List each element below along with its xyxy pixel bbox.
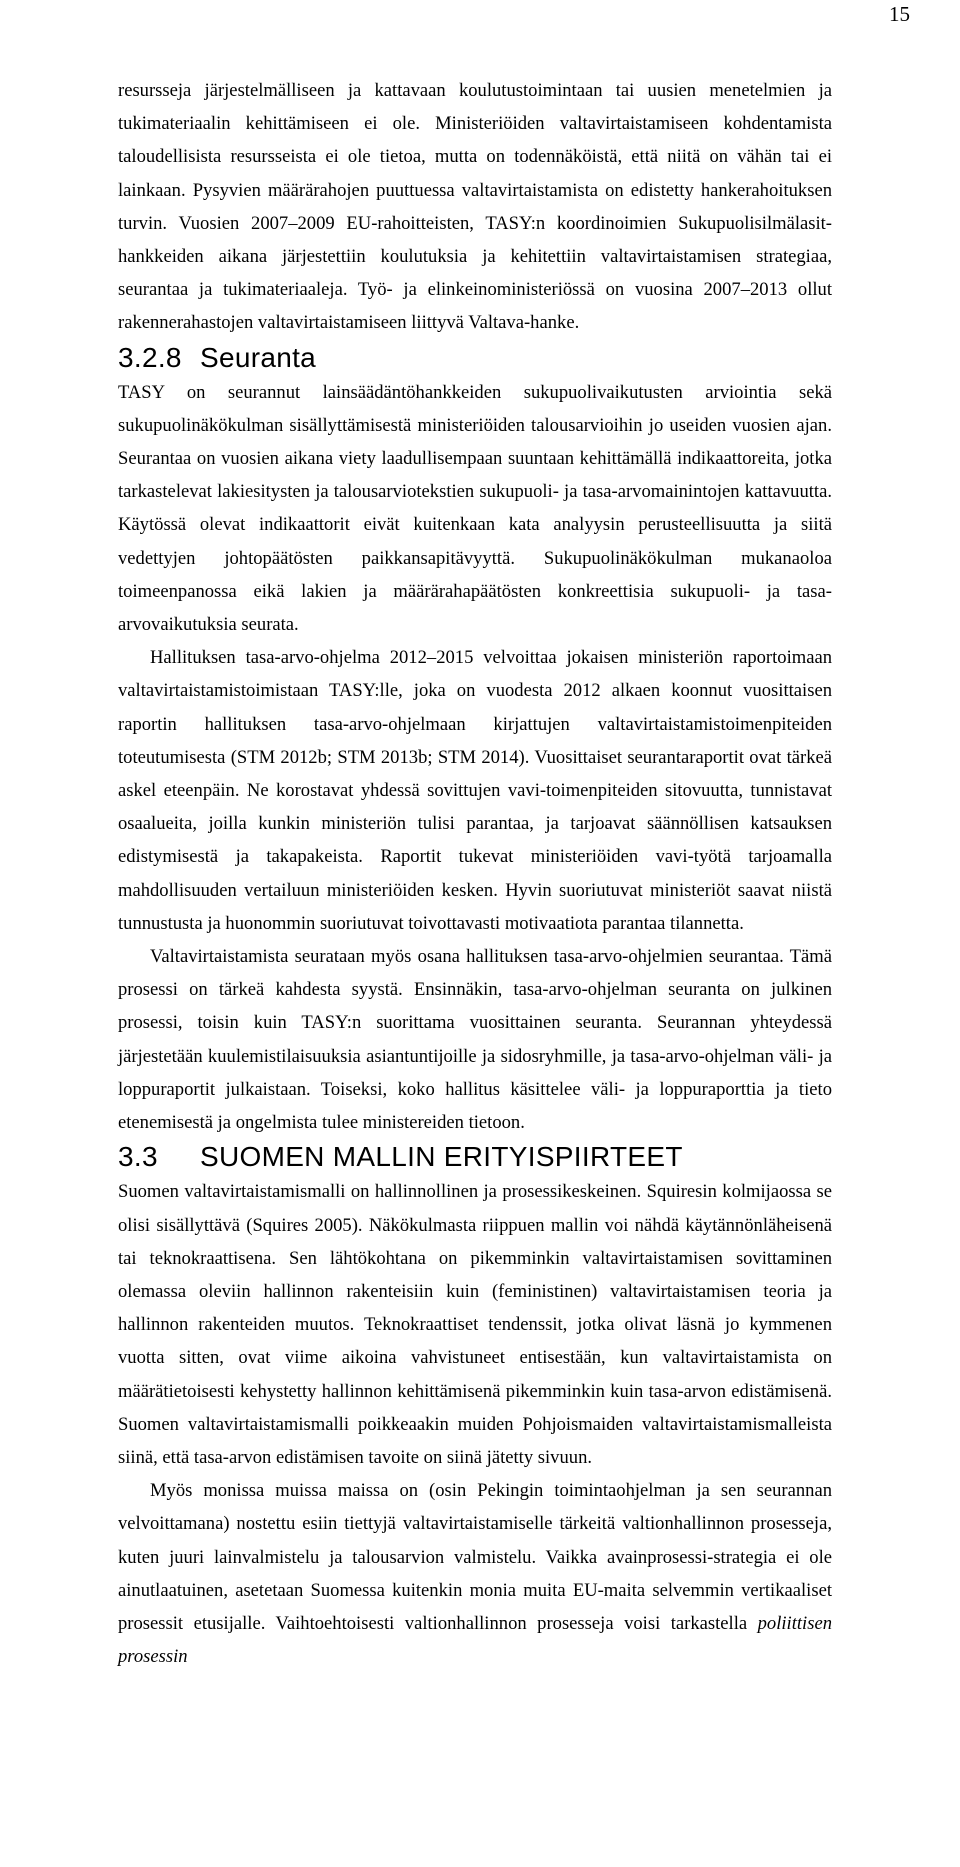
paragraph-last [118, 1474, 832, 1673]
section-number: 3.3 [118, 1141, 158, 1173]
section-number: 3.2.8 [118, 341, 182, 373]
paragraph: TASY on seurannut lainsäädäntöhankkeiden sukupuolivaikutusten arviointia sekä sukupuolinäkökulman sisällyttämisestä ministeriöiden talousarvioihin jo useiden vuosien ajan. Seurantaa on vuosien aikana viety laadullisempaan suuntaan kehittämällä indikaattoreita, jotka tarkastelevat lakiesitysten ja talousarviotekstien sukupuoli- ja tasa-arvomainintojen kattavuutta. Käytössä olevat indikaattorit eivät kuitenkaan kata analyysin perusteellisuutta ja siitä vedettyjen johtopäätösten paikkansapitävyyttä. Sukupuolinäkökulman mukanaoloa toimeenpanossa eikä lakien ja määrärahapäätösten konkreettisia sukupuoli- ja tasa-arvovaikutuksia seurata. [118, 381, 832, 636]
section-heading-3-3 [118, 1139, 832, 1175]
italic-text: poliittisen prosessin [118, 1612, 832, 1668]
page-body [118, 74, 832, 1673]
section-heading-3-2-8 [118, 340, 832, 376]
section-title: SUOMEN MALLIN ERITYISPIIRTEET [200, 1141, 683, 1173]
paragraph-text: Myös monissa muissa maissa on (osin Pekingin toimintaohjelman ja sen seurannan velvoittamana) nostettu esiin tiettyjä valtavirtaistamiselle tärkeitä valtionhallinnon prosesseja, kuten juuri lainvalmistelu ja talousarvion valmistelu. Vaikka avainprosessi-strategia ei ole ainutlaatuinen, asetetaan Suomessa kuitenkin monia muita EU-maita selvemmin vertikaaliset prosessit etusijalle. Vaihtoehtoisesti valtionhallinnon prosesseja voisi tarkastella [118, 1480, 832, 1634]
paragraph: resursseja järjestelmälliseen ja kattavaan koulutustoimintaan tai uusien menetelmien ja tukimateriaalin kehittämiseen ei ole. Ministeriöiden valtavirtaistamiseen kohdentamista taloudellisista resursseista ei ole tietoa, mutta on todennäköistä, että niitä on vähän tai ei lainkaan. Pysyvien määrärahojen puuttuessa valtavirtaistamista on edistetty hankerahoituksen turvin. Vuosien 2007–2009 EU-rahoitteisten, TASY:n koordinoimien Sukupuolisilmälasit-hankkeiden aikana järjestettiin koulutuksia ja kehitettiin valtavirtaistamisen strategiaa, seurantaa ja tukimateriaaleja. Työ- ja elinkeinoministeriössä on vuosina 2007–2013 ollut rakennerahastojen valtavirtaistamiseen liittyvä Valtava-hanke. [118, 80, 832, 334]
paragraph: Hallituksen tasa-arvo-ohjelma 2012–2015 velvoittaa jokaisen ministeriön raportoimaan valtavirtaistamistoimistaan TASY:lle, joka on vuodesta 2012 alkaen koonnut vuosittaisen raportin hallituksen tasa-arvo-ohjelmaan kirjattujen valtavirtaistamistoimenpiteiden toteutumisesta (STM 2012b; STM 2013b; STM 2014). Vuosittaiset seurantaraportit ovat tärkeä askel eteenpäin. Ne korostavat yhdessä sovittujen vavi-toimenpiteiden sitovuutta, tunnistavat osaalueita, joilla kunkin ministeriön tulisi parantaa, ja tarjoavat säännöllisen katsauksen edistymisestä ja takapakeista. Raportit tukevat ministeriöiden vavi-työtä tarjoamalla mahdollisuuden vertailuun ministeriöiden kesken. Hyvin suoriutuvat ministeriöt saavat niistä tunnustusta ja huonommin suoriutuvat toivottavasti motivaatiota parantaa tilannetta. [118, 647, 832, 934]
paragraph: Suomen valtavirtaistamismalli on hallinnollinen ja prosessikeskeinen. Squiresin kolmijaossa se olisi sisällyttävä (Squires 2005). Näkökulmasta riippuen mallin voi nähdä käytännönläheisenä tai teknokraattisena. Sen lähtökohtana on pikemminkin valtavirtaistamisen sovittaminen olemassa oleviin hallinnon rakenteisiin kuin (feministinen) valtavirtaistamisen teoria ja hallinnon rakenteiden muutos. Teknokraattiset tendenssit, jotka olivat läsnä jo kymmenen vuotta sitten, ovat viime aikoina vahvistuneet entisestään, kun valtavirtaistamista on määrätietoisesti kehystetty hallinnon kehittämisenä pikemminkin kuin tasa-arvon edistämisenä. Suomen valtavirtaistamismalli poikkeaakin muiden Pohjoismaiden valtavirtaistamismalleista siinä, että tasa-arvon edistämisen tavoite on siinä jätetty sivuun. [118, 1181, 832, 1468]
page-number: 15 [889, 2, 910, 26]
section-title: Seuranta [200, 341, 317, 373]
paragraph: Valtavirtaistamista seurataan myös osana hallituksen tasa-arvo-ohjelmien seurantaa. Tämä prosessi on tärkeä kahdesta syystä. Ensinnäkin, tasa-arvo-ohjelman seuranta on julkinen prosessi, toisin kuin TASY:n suorittama vuosittainen seuranta. Seurannan yhteydessä järjestetään kuulemistilaisuuksia asiantuntijoille ja sidosryhmille, ja tasa-arvo-ohjelman väli- ja loppuraportit julkaistaan. Toiseksi, koko hallitus käsittelee väli- ja loppuraporttia ja tieto etenemisestä ja ongelmista tulee ministereiden tietoon. [118, 946, 832, 1134]
